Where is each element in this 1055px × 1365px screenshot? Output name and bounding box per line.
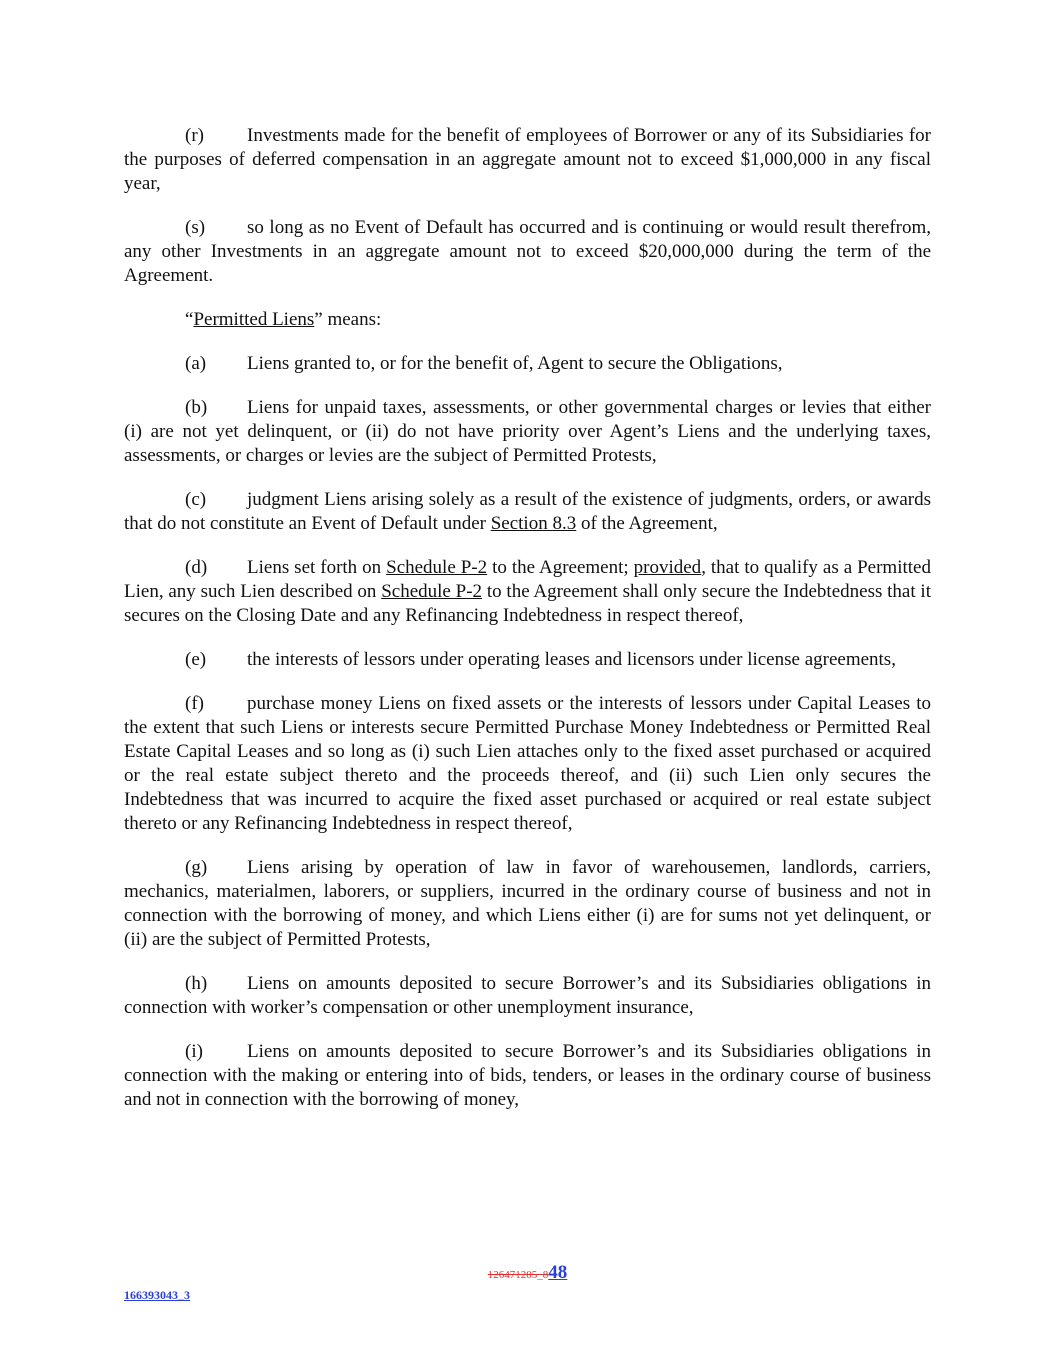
deleted-page-ref: 126471205_8 <box>487 1269 549 1281</box>
lien-g <box>124 856 931 952</box>
item-label: (d) <box>185 557 208 578</box>
schedule-reference: Schedule P-2 <box>381 581 483 602</box>
document-id: 166393043_3 <box>124 1288 190 1302</box>
item-text: Liens on amounts deposited to secure Borrower’s and its Subsidiaries obligations in connection with worker’s compensation or other unemployment insurance, <box>124 973 931 1018</box>
item-text: so long as no Event of Default has occurred and is continuing or would result therefrom, any other Investments in an aggregate amount not to exceed $20,000,000 during the term of the Agreement. <box>124 217 931 286</box>
item-text: Liens arising by operation of law in favor of warehousemen, landlords, carriers, mechanics, materialmen, laborers, or suppliers, incurred in the ordinary course of business and not in connection with the borrowing of money, and which Liens either (i) are for sums not yet delinquent, or (ii) are the subject of Permitted Protests, <box>124 857 931 950</box>
item-text: Liens on amounts deposited to secure Borrower’s and its Subsidiaries obligations in connection with the making or entering into of bids, tenders, or leases in the ordinary course of business and not in connection with the borrowing of money, <box>124 1041 931 1110</box>
paragraph-s <box>124 216 931 288</box>
page-number-footer <box>0 1262 1055 1284</box>
item-label: (r) <box>185 125 204 146</box>
paragraph-r <box>124 124 931 196</box>
section-reference: Section 8.3 <box>490 513 577 534</box>
item-label: (f) <box>185 693 204 714</box>
lien-e <box>124 648 931 672</box>
lien-h <box>124 972 931 1020</box>
lien-b <box>124 396 931 468</box>
item-text: Liens for unpaid taxes, assessments, or other governmental charges or levies that either (i) are not yet delinquent, or (ii) do not have priority over Agent’s Liens and the underlying taxes, assessments, or charges or levies are the subject of Permitted Protests, <box>124 397 931 466</box>
item-label: (h) <box>185 973 208 994</box>
item-label: (s) <box>185 217 206 238</box>
item-label: (b) <box>185 397 208 418</box>
item-text: Liens granted to, or for the benefit of, Agent to secure the Obligations, <box>247 353 783 374</box>
defined-term: Permitted Liens <box>193 309 315 330</box>
lien-a <box>124 352 931 376</box>
lien-d: (d) Liens set forth on Schedule P-2 to the Agreement; provided, that to qualify as a Permitted Lien, any such Lien described on Schedule P-2 to the Agreement shall only secure the Indebtedness that it secures on the Closing Date and any Refinancing Indebtedness in respect thereof, <box>124 557 931 626</box>
item-label: (c) <box>185 489 207 510</box>
lien-f <box>124 692 931 836</box>
item-text: the interests of lessors under operating leases and licensors under license agreements, <box>247 649 896 670</box>
schedule-reference: Schedule P-2 <box>386 557 488 578</box>
provided-term: provided <box>633 557 702 578</box>
item-text: Investments made for the benefit of employees of Borrower or any of its Subsidiaries for the purposes of deferred compensation in an aggregate amount not to exceed $1,000,000 in any fiscal year, <box>124 125 931 194</box>
document-body <box>124 124 931 1132</box>
lien-i <box>124 1040 931 1112</box>
definition-heading: “Permitted Liens” means: <box>185 309 382 330</box>
item-text: purchase money Liens on fixed assets or the interests of lessors under Capital Leases to the extent that such Liens or interests secure Permitted Purchase Money Indebtedness or Permitted Real Estate Capital Leases and so long as (i) such Lien attaches only to the fixed asset purchased or acquired or the real estate subject thereto and the proceeds thereof, and (ii) such Lien only secures the Indebtedness that was incurred to acquire the fixed asset purchased or acquired or real estate subject thereto or any Refinancing Indebtedness in respect thereof, <box>124 693 931 834</box>
item-label: (g) <box>185 857 208 878</box>
lien-c: (c) judgment Liens arising solely as a result of the existence of judgments, orders, or awards that do not constitute an Event of Default under Section 8.3 of the Agreement, <box>124 489 931 534</box>
item-label: (e) <box>185 649 207 670</box>
item-label: (a) <box>185 353 207 374</box>
page-number: 48 <box>548 1262 568 1283</box>
item-label: (i) <box>185 1041 203 1062</box>
